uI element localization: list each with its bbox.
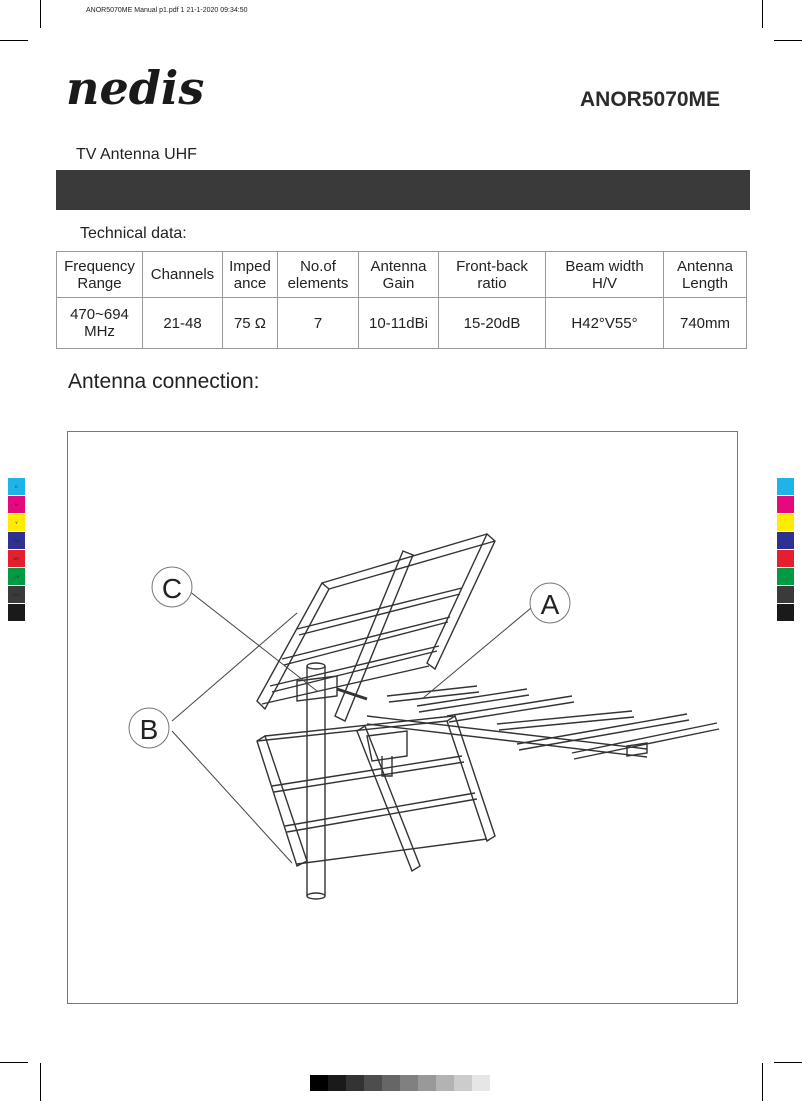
grayscale-swatch [472, 1075, 490, 1091]
spec-table [56, 251, 747, 349]
value-cell: 21-48 [143, 298, 223, 349]
registration-swatch [777, 514, 794, 531]
header-cell: Antenna Gain [359, 252, 439, 298]
value-cell: 75 Ω [223, 298, 278, 349]
print-header: ANOR5070ME Manual p1.pdf 1 21-1-2020 09:34:50 [86, 7, 248, 14]
svg-text:C: C [161, 573, 183, 604]
registration-swatch [777, 568, 794, 585]
crop-mark [0, 40, 28, 41]
callout-line-c [189, 591, 317, 691]
table-header-row [57, 252, 747, 298]
svg-text:nedis: nedis [66, 61, 205, 115]
crop-mark [762, 1063, 763, 1101]
callout-line-b-lower [172, 731, 292, 863]
technical-heading: Technical data: [80, 225, 187, 242]
value-cell: 15-20dB [439, 298, 546, 349]
registration-swatch: CM [8, 532, 25, 549]
callout-line-a [422, 603, 537, 699]
value-cell: 10-11dBi [359, 298, 439, 349]
registration-swatch [777, 604, 794, 621]
header-cell: Channels [143, 252, 223, 298]
value-cell: 7 [278, 298, 359, 349]
registration-swatch [777, 586, 794, 603]
grayscale-swatch [364, 1075, 382, 1091]
grayscale-bar [310, 1075, 490, 1091]
crop-mark [774, 1062, 802, 1063]
grayscale-swatch [454, 1075, 472, 1091]
value-cell: 470~694 MHz [57, 298, 143, 349]
upper-reflector [257, 534, 495, 721]
grayscale-swatch [310, 1075, 328, 1091]
registration-swatch: K [8, 604, 25, 621]
crop-mark [774, 40, 802, 41]
registration-swatch [777, 550, 794, 567]
callout-a [530, 583, 570, 623]
header-cell: Imped ance [223, 252, 278, 298]
table-row [57, 298, 747, 349]
grayscale-swatch [436, 1075, 454, 1091]
grayscale-swatch [418, 1075, 436, 1091]
lower-reflector [257, 716, 495, 871]
callout-b [129, 708, 169, 748]
crop-mark [0, 1062, 28, 1063]
registration-swatch: C [8, 478, 25, 495]
callout-c [152, 567, 192, 607]
grayscale-swatch [400, 1075, 418, 1091]
nedis-logo [64, 60, 260, 122]
product-title: TV Antenna UHF [76, 146, 197, 163]
svg-text:B: B [139, 714, 159, 745]
registration-swatch: CMY [8, 586, 25, 603]
crop-mark [40, 1063, 41, 1101]
grayscale-swatch [328, 1075, 346, 1091]
value-cell: 740mm [664, 298, 747, 349]
mast [307, 681, 325, 896]
registration-swatch: MY [8, 550, 25, 567]
registration-swatch [777, 478, 794, 495]
registration-swatch: M [8, 496, 25, 513]
callout-line-b-upper [172, 613, 297, 721]
header-cell: No.of elements [278, 252, 359, 298]
title-bar [56, 170, 750, 210]
registration-swatch: CY [8, 568, 25, 585]
header-cell: Antenna Length [664, 252, 747, 298]
grayscale-swatch [382, 1075, 400, 1091]
value-cell: H42°V55° [546, 298, 664, 349]
antenna-diagram [67, 431, 738, 1004]
crop-mark [40, 0, 41, 28]
svg-text:A: A [540, 589, 560, 620]
header-cell: Frequency Range [57, 252, 143, 298]
registration-swatch [777, 532, 794, 549]
header-cell: Front-back ratio [439, 252, 546, 298]
registration-swatch [777, 496, 794, 513]
header-cell: Beam width H/V [546, 252, 664, 298]
model-number: ANOR5070ME [580, 88, 721, 111]
crop-mark [762, 0, 763, 28]
connection-heading: Antenna connection: [68, 370, 260, 393]
registration-swatch: Y [8, 514, 25, 531]
grayscale-swatch [346, 1075, 364, 1091]
